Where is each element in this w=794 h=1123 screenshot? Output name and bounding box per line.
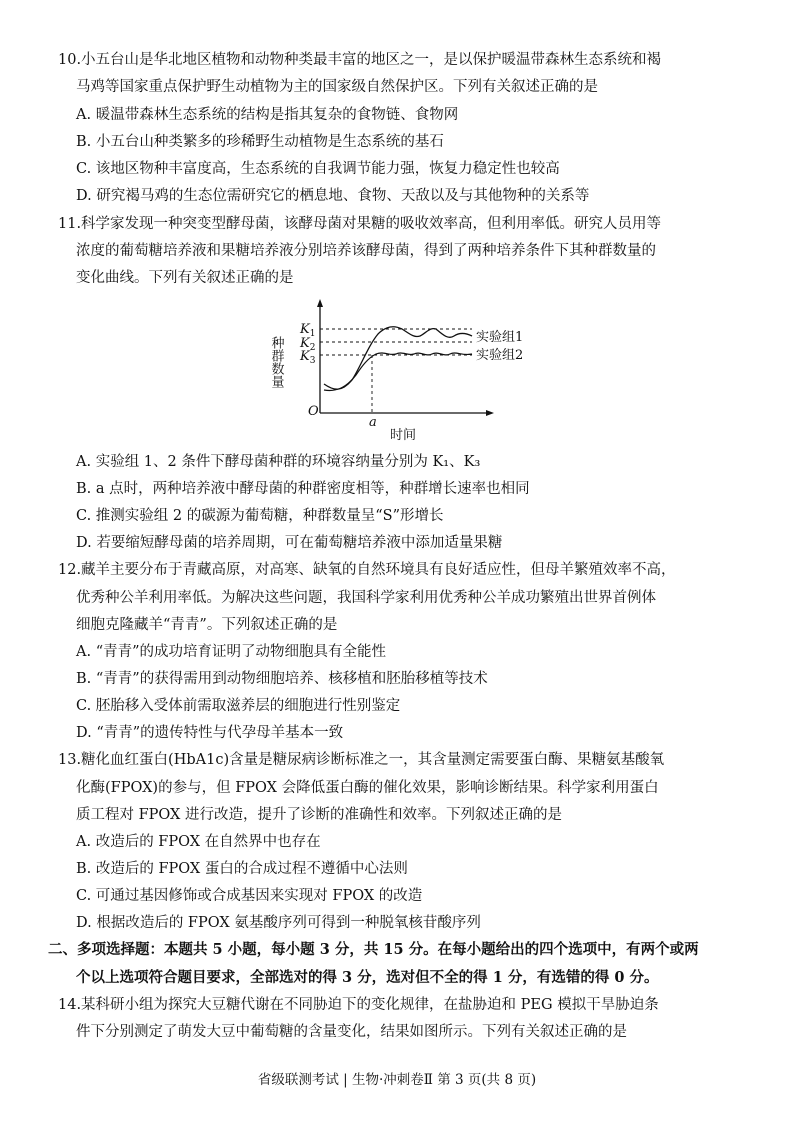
population-chart <box>262 296 552 446</box>
q10-option-a: A. 暖温带森林生态系统的结构是指其复杂的食物链、食物网 <box>76 107 459 123</box>
series-1-label: 实验组1 <box>476 330 524 345</box>
x-axis-label: 时间 <box>390 428 417 443</box>
q12-stem-line-2: 优秀种公羊利用率低。为解决这些问题，我国科学家利用优秀种公羊成功繁殖出世界首例体 <box>76 590 656 606</box>
q11-option-d: D. 若要缩短酵母菌的培养周期，可在葡萄糖培养液中添加适量果糖 <box>76 535 503 551</box>
a-label: a <box>369 415 377 430</box>
q12-stem-line-3: 细胞克隆藏羊“青青”。下列叙述正确的是 <box>76 617 338 633</box>
q14-stem-line-2: 件下分别测定了萌发大豆中葡萄糖的含量变化，结果如图所示。下列有关叙述正确的是 <box>76 1024 627 1040</box>
series-1-curve <box>324 327 472 389</box>
q13-stem-line-3: 质工程对 FPOX 进行改造，提升了诊断的准确性和效率。下列叙述正确的是 <box>76 807 562 823</box>
q12-option-a: A. “青青”的成功培育证明了动物细胞具有全能性 <box>76 644 387 660</box>
q13-option-c: C. 可通过基因修饰或合成基因来实现对 FPOX 的改造 <box>76 888 423 904</box>
q12-option-c: C. 胚胎移入受体前需取滋养层的细胞进行性别鉴定 <box>76 698 401 714</box>
q10-stem-line-2: 马鸡等国家重点保护野生动植物为主的国家级自然保护区。下列有关叙述正确的是 <box>76 79 598 95</box>
k2-label: $K_2$ <box>300 336 316 353</box>
q13-stem-line-2: 化酶(FPOX)的参与，但 FPOX 会降低蛋白酶的催化效果，影响诊断结果。科学家利用蛋白 <box>76 780 659 796</box>
q13-option-a: A. 改造后的 FPOX 在自然界中也存在 <box>76 834 321 850</box>
origin-label: O <box>308 404 319 419</box>
k1-label: $K_1$ <box>300 322 316 339</box>
q11-stem-line-3: 变化曲线。下列有关叙述正确的是 <box>76 270 294 286</box>
x-axis-arrow <box>486 410 494 416</box>
q12-stem-line-1: 12.藏羊主要分布于青藏高原，对高寒、缺氧的自然环境具有良好适应性，但母羊繁殖效率不高， <box>58 562 676 578</box>
q10-option-b: B. 小五台山种类繁多的珍稀野生动植物是生态系统的基石 <box>76 134 444 150</box>
q11-option-c: C. 推测实验组 2 的碳源为葡萄糖，种群数量呈“S”形增长 <box>76 508 444 524</box>
series-2-curve <box>324 353 472 390</box>
q13-option-d: D. 根据改造后的 FPOX 氨基酸序列可得到一种脱氧核苷酸序列 <box>76 915 481 931</box>
page-footer: 省级联测考试 | 生物·冲刺卷Ⅱ 第 3 页(共 8 页) <box>257 1072 537 1088</box>
q13-stem-line-1: 13.糖化血红蛋白(HbA1c)含量是糖尿病诊断标准之一，其含量测定需要蛋白酶、果糖氨基酸氧 <box>58 752 665 768</box>
q14-stem-line-1: 14.某科研小组为探究大豆糖代谢在不同胁迫下的变化规律，在盐胁迫和 PEG 模拟干旱胁迫条 <box>58 997 659 1013</box>
q13-option-b: B. 改造后的 FPOX 蛋白的合成过程不遵循中心法则 <box>76 861 408 877</box>
q11-stem-line-1: 11.科学家发现一种突变型酵母菌，该酵母菌对果糖的吸收效率高，但利用率低。研究人员用等 <box>58 216 662 232</box>
q10-option-c: C. 该地区物种丰富度高，生态系统的自我调节能力强，恢复力稳定性也较高 <box>76 161 560 177</box>
series-2-label: 实验组2 <box>476 348 524 363</box>
q12-option-b: B. “青青”的获得需用到动物细胞培养、核移植和胚胎移植等技术 <box>76 671 488 687</box>
q11-stem-line-2: 浓度的葡萄糖培养液和果糖培养液分别培养该酵母菌，得到了两种培养条件下其种群数量的 <box>76 243 656 259</box>
section-2-heading-line-1: 二、多项选择题：本题共 5 小题，每小题 3 分，共 15 分。在每小题给出的四个选项中，有两个或两 <box>48 941 699 958</box>
q11-option-a: A. 实验组 1、2 条件下酵母菌种群的环境容纳量分别为 K₁、K₃ <box>76 454 481 470</box>
q11-option-b: B. a 点时，两种培养液中酵母菌的种群密度相等，种群增长速率也相同 <box>76 481 530 497</box>
y-axis-label: 种群数量 <box>268 336 284 388</box>
q12-option-d: D. “青青”的遗传特性与代孕母羊基本一致 <box>76 725 344 741</box>
k3-label: $K_3$ <box>300 349 316 366</box>
q10-stem-line-1: 10.小五台山是华北地区植物和动物种类最丰富的地区之一，是以保护暖温带森林生态系统和褐 <box>58 52 662 68</box>
q10-option-d: D. 研究褐马鸡的生态位需研究它的栖息地、食物、天敌以及与其他物种的关系等 <box>76 188 590 204</box>
section-2-heading-line-2: 个以上选项符合题目要求，全部选对的得 3 分，选对但不全的得 1 分，有选错的得 0 分。 <box>76 969 659 986</box>
y-axis-arrow <box>317 299 323 307</box>
